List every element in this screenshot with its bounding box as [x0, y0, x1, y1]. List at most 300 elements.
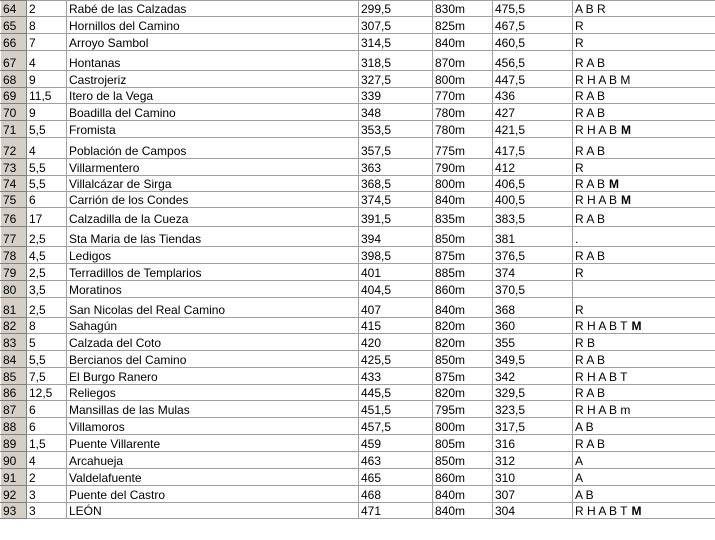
row-header-text: 79	[3, 266, 17, 280]
cell-place[interactable]	[67, 159, 359, 176]
row-header[interactable]	[1, 227, 27, 247]
cell-services[interactable]	[573, 334, 715, 351]
cell-place[interactable]	[67, 138, 359, 159]
cell-services[interactable]	[573, 469, 715, 486]
cell-day-distance[interactable]	[27, 1, 67, 17]
cell-services[interactable]	[573, 159, 715, 176]
cell-km[interactable]	[359, 318, 433, 334]
cell-place[interactable]	[67, 351, 359, 368]
cell-services-text: R A B	[575, 249, 606, 263]
cell-place[interactable]	[67, 176, 359, 192]
cell-day-distance-text: 2,5	[29, 303, 46, 317]
row-header[interactable]	[1, 418, 27, 435]
cell-altitude[interactable]	[433, 281, 493, 298]
table-row	[1, 334, 715, 351]
row-header-text: 75	[3, 193, 17, 207]
cell-km[interactable]	[359, 503, 433, 519]
cell-services[interactable]	[573, 121, 715, 138]
cell-day-distance-text: 8	[29, 19, 36, 33]
cell-km-text: 398,5	[361, 249, 392, 263]
cell-remaining[interactable]	[493, 281, 573, 298]
cell-place-text: Terradillos de Templarios	[69, 266, 202, 280]
cell-km[interactable]	[359, 401, 433, 418]
cell-place[interactable]	[67, 503, 359, 519]
cell-place-text: Bercianos del Camino	[69, 353, 187, 367]
cell-km-text: 425,5	[361, 353, 392, 367]
cell-km[interactable]	[359, 138, 433, 159]
cell-place-text: Mansillas de las Mulas	[69, 403, 190, 417]
cell-day-distance[interactable]	[27, 51, 67, 71]
cell-day-distance[interactable]	[27, 138, 67, 159]
cell-day-distance[interactable]	[27, 227, 67, 247]
cell-services[interactable]	[573, 192, 715, 208]
cell-day-distance-text: 9	[29, 106, 36, 120]
cell-place[interactable]	[67, 452, 359, 469]
cell-remaining-text: 323,5	[495, 403, 526, 417]
cell-altitude[interactable]	[433, 503, 493, 519]
cell-services[interactable]	[573, 418, 715, 435]
cell-altitude-text: 795m	[435, 403, 466, 417]
cell-place[interactable]	[67, 298, 359, 318]
cell-remaining[interactable]	[493, 104, 573, 121]
cell-km[interactable]	[359, 51, 433, 71]
cell-km[interactable]	[359, 1, 433, 17]
cell-remaining[interactable]	[493, 503, 573, 519]
service-bold-marker: M	[621, 123, 632, 137]
cell-day-distance[interactable]	[27, 88, 67, 104]
row-header[interactable]	[1, 368, 27, 385]
cell-remaining[interactable]	[493, 264, 573, 281]
cell-services-text: R	[575, 266, 584, 280]
cell-remaining[interactable]	[493, 334, 573, 351]
cell-day-distance[interactable]	[27, 208, 67, 227]
cell-altitude[interactable]	[433, 486, 493, 503]
cell-services[interactable]	[573, 264, 715, 281]
cell-km-text: 465	[361, 471, 382, 485]
cell-place[interactable]	[67, 469, 359, 486]
cell-altitude[interactable]	[433, 334, 493, 351]
cell-altitude-text: 790m	[435, 161, 466, 175]
cell-services[interactable]	[573, 34, 715, 51]
cell-services[interactable]	[573, 401, 715, 418]
row-header[interactable]	[1, 401, 27, 418]
cell-place[interactable]	[67, 51, 359, 71]
cell-place[interactable]	[67, 435, 359, 452]
row-header[interactable]	[1, 452, 27, 469]
cell-day-distance[interactable]	[27, 401, 67, 418]
cell-place[interactable]	[67, 104, 359, 121]
cell-place-text: Castrojeriz	[69, 73, 127, 87]
cell-altitude[interactable]	[433, 17, 493, 34]
cell-services-text: R	[575, 303, 584, 317]
cell-place[interactable]	[67, 368, 359, 385]
cell-km[interactable]	[359, 264, 433, 281]
cell-place[interactable]	[67, 121, 359, 138]
table-row	[1, 469, 715, 486]
table-row	[1, 71, 715, 88]
cell-services-text: R H A B T	[575, 319, 628, 333]
cell-altitude-text: 840m	[435, 36, 466, 50]
cell-km[interactable]	[359, 334, 433, 351]
cell-km[interactable]	[359, 227, 433, 247]
cell-services-text: R A B	[575, 56, 606, 70]
row-header[interactable]	[1, 159, 27, 176]
cell-services[interactable]	[573, 281, 715, 298]
cell-remaining[interactable]	[493, 247, 573, 264]
cell-day-distance[interactable]	[27, 34, 67, 51]
cell-day-distance[interactable]	[27, 435, 67, 452]
cell-day-distance-text: 1,5	[29, 437, 46, 451]
cell-km[interactable]	[359, 281, 433, 298]
cell-km[interactable]	[359, 469, 433, 486]
cell-altitude-text: 820m	[435, 319, 466, 333]
cell-services[interactable]	[573, 298, 715, 318]
cell-km[interactable]	[359, 247, 433, 264]
table-row	[1, 51, 715, 71]
cell-day-distance[interactable]	[27, 452, 67, 469]
cell-altitude[interactable]	[433, 1, 493, 17]
cell-remaining[interactable]	[493, 318, 573, 334]
cell-place[interactable]	[67, 318, 359, 334]
cell-services-text: .	[575, 232, 579, 246]
cell-place-text: El Burgo Ranero	[69, 370, 158, 384]
table-row	[1, 34, 715, 51]
cell-place[interactable]	[67, 247, 359, 264]
cell-remaining-text: 376,5	[495, 249, 526, 263]
table-row	[1, 368, 715, 385]
cell-day-distance[interactable]	[27, 104, 67, 121]
cell-remaining[interactable]	[493, 121, 573, 138]
cell-services[interactable]	[573, 247, 715, 264]
cell-km[interactable]	[359, 486, 433, 503]
cell-km[interactable]	[359, 368, 433, 385]
cell-remaining[interactable]	[493, 418, 573, 435]
row-header-text: 91	[3, 471, 17, 485]
cell-km[interactable]	[359, 17, 433, 34]
cell-altitude[interactable]	[433, 88, 493, 104]
cell-day-distance[interactable]	[27, 264, 67, 281]
cell-place-text: Población de Campos	[69, 144, 187, 158]
cell-km-text: 357,5	[361, 144, 392, 158]
row-header[interactable]	[1, 51, 27, 71]
cell-place[interactable]	[67, 418, 359, 435]
cell-day-distance[interactable]	[27, 176, 67, 192]
cell-km-text: 468	[361, 488, 382, 502]
cell-km[interactable]	[359, 104, 433, 121]
cell-remaining[interactable]	[493, 17, 573, 34]
cell-altitude[interactable]	[433, 264, 493, 281]
cell-remaining[interactable]	[493, 208, 573, 227]
cell-remaining[interactable]	[493, 159, 573, 176]
service-bold-marker: M	[631, 319, 642, 333]
cell-remaining[interactable]	[493, 51, 573, 71]
cell-place-text: Calzada del Coto	[69, 336, 162, 350]
cell-services[interactable]	[573, 1, 715, 17]
cell-km-text: 451,5	[361, 403, 392, 417]
cell-altitude[interactable]	[433, 368, 493, 385]
cell-day-distance-text: 2	[29, 471, 36, 485]
cell-place[interactable]	[67, 334, 359, 351]
cell-remaining[interactable]	[493, 138, 573, 159]
cell-altitude[interactable]	[433, 104, 493, 121]
cell-km-text: 433	[361, 370, 382, 384]
cell-services[interactable]	[573, 138, 715, 159]
row-header[interactable]	[1, 247, 27, 264]
cell-day-distance[interactable]	[27, 121, 67, 138]
cell-altitude[interactable]	[433, 298, 493, 318]
cell-remaining[interactable]	[493, 71, 573, 88]
cell-km-text: 391,5	[361, 212, 392, 226]
cell-altitude-text: 885m	[435, 266, 466, 280]
cell-place[interactable]	[67, 192, 359, 208]
cell-place-text: Sahagún	[69, 319, 118, 333]
cell-altitude[interactable]	[433, 176, 493, 192]
cell-altitude[interactable]	[433, 51, 493, 71]
cell-place-text: Ledigos	[69, 249, 112, 263]
cell-day-distance-text: 3	[29, 488, 36, 502]
cell-km[interactable]	[359, 192, 433, 208]
cell-services[interactable]	[573, 452, 715, 469]
row-header[interactable]	[1, 121, 27, 138]
cell-day-distance-text: 8	[29, 319, 36, 333]
cell-day-distance-text: 4	[29, 144, 36, 158]
cell-remaining[interactable]	[493, 368, 573, 385]
cell-km[interactable]	[359, 351, 433, 368]
cell-remaining-text: 400,5	[495, 193, 526, 207]
cell-km[interactable]	[359, 298, 433, 318]
row-header[interactable]	[1, 1, 27, 17]
cell-remaining[interactable]	[493, 298, 573, 318]
cell-altitude[interactable]	[433, 418, 493, 435]
cell-place-text: Boadilla del Camino	[69, 106, 176, 120]
cell-place[interactable]	[67, 1, 359, 17]
cell-day-distance[interactable]	[27, 368, 67, 385]
cell-altitude[interactable]	[433, 401, 493, 418]
cell-altitude[interactable]	[433, 227, 493, 247]
cell-day-distance[interactable]	[27, 503, 67, 519]
cell-remaining[interactable]	[493, 435, 573, 452]
cell-km-text: 318,5	[361, 56, 392, 70]
cell-altitude-text: 860m	[435, 471, 466, 485]
row-header[interactable]	[1, 17, 27, 34]
cell-altitude-text: 840m	[435, 303, 466, 317]
cell-altitude[interactable]	[433, 318, 493, 334]
cell-remaining-text: 412	[495, 161, 516, 175]
cell-altitude[interactable]	[433, 385, 493, 401]
cell-services[interactable]	[573, 51, 715, 71]
cell-place[interactable]	[67, 281, 359, 298]
cell-place-text: San Nicolas del Real Camino	[69, 303, 226, 317]
cell-altitude[interactable]	[433, 138, 493, 159]
row-header[interactable]	[1, 486, 27, 503]
cell-altitude-text: 800m	[435, 177, 466, 191]
cell-altitude-text: 875m	[435, 249, 466, 263]
cell-place[interactable]	[67, 385, 359, 401]
cell-remaining[interactable]	[493, 486, 573, 503]
cell-day-distance[interactable]	[27, 247, 67, 264]
table-row	[1, 192, 715, 208]
cell-place-text: Fromista	[69, 123, 116, 137]
cell-altitude-text: 850m	[435, 353, 466, 367]
cell-day-distance[interactable]	[27, 486, 67, 503]
cell-remaining[interactable]	[493, 34, 573, 51]
cell-day-distance-text: 5,5	[29, 161, 46, 175]
cell-day-distance[interactable]	[27, 418, 67, 435]
cell-km-text: 327,5	[361, 73, 392, 87]
row-header[interactable]	[1, 503, 27, 519]
row-header[interactable]	[1, 469, 27, 486]
cell-altitude[interactable]	[433, 351, 493, 368]
row-header[interactable]	[1, 71, 27, 88]
row-header[interactable]	[1, 334, 27, 351]
row-header-text: 64	[3, 2, 17, 16]
cell-services[interactable]	[573, 104, 715, 121]
row-header[interactable]	[1, 176, 27, 192]
row-header-text: 67	[3, 56, 17, 70]
cell-km[interactable]	[359, 176, 433, 192]
cell-remaining-text: 316	[495, 437, 516, 451]
cell-day-distance[interactable]	[27, 318, 67, 334]
cell-remaining[interactable]	[493, 401, 573, 418]
cell-place[interactable]	[67, 17, 359, 34]
row-header[interactable]	[1, 104, 27, 121]
row-header[interactable]	[1, 264, 27, 281]
cell-km[interactable]	[359, 34, 433, 51]
cell-day-distance[interactable]	[27, 351, 67, 368]
cell-remaining[interactable]	[493, 176, 573, 192]
row-header[interactable]	[1, 192, 27, 208]
cell-day-distance[interactable]	[27, 281, 67, 298]
cell-place[interactable]	[67, 208, 359, 227]
cell-place[interactable]	[67, 71, 359, 88]
cell-altitude[interactable]	[433, 435, 493, 452]
row-header[interactable]	[1, 318, 27, 334]
cell-place[interactable]	[67, 34, 359, 51]
cell-altitude[interactable]	[433, 452, 493, 469]
cell-km-text: 471	[361, 504, 382, 518]
cell-place[interactable]	[67, 401, 359, 418]
cell-services[interactable]	[573, 318, 715, 334]
cell-services[interactable]	[573, 17, 715, 34]
cell-altitude[interactable]	[433, 121, 493, 138]
cell-day-distance[interactable]	[27, 192, 67, 208]
cell-altitude[interactable]	[433, 247, 493, 264]
cell-altitude[interactable]	[433, 34, 493, 51]
cell-services-text: R H A B M	[575, 73, 631, 87]
cell-services[interactable]	[573, 88, 715, 104]
row-header-text: 88	[3, 420, 17, 434]
cell-km[interactable]	[359, 435, 433, 452]
row-header-text: 89	[3, 437, 17, 451]
cell-place[interactable]	[67, 227, 359, 247]
cell-remaining[interactable]	[493, 469, 573, 486]
cell-place[interactable]	[67, 264, 359, 281]
cell-place[interactable]	[67, 88, 359, 104]
cell-remaining-text: 312	[495, 454, 516, 468]
cell-services[interactable]	[573, 227, 715, 247]
cell-services[interactable]	[573, 71, 715, 88]
cell-km[interactable]	[359, 88, 433, 104]
row-header-text: 74	[3, 177, 17, 191]
cell-altitude[interactable]	[433, 159, 493, 176]
cell-services[interactable]	[573, 208, 715, 227]
table-row	[1, 503, 715, 519]
cell-km[interactable]	[359, 121, 433, 138]
service-bold-marker: M	[621, 193, 632, 207]
row-header[interactable]	[1, 88, 27, 104]
cell-altitude[interactable]	[433, 208, 493, 227]
cell-day-distance[interactable]	[27, 17, 67, 34]
cell-services-text: R A B	[575, 144, 606, 158]
row-header[interactable]	[1, 435, 27, 452]
cell-services[interactable]	[573, 486, 715, 503]
cell-remaining[interactable]	[493, 1, 573, 17]
cell-km[interactable]	[359, 159, 433, 176]
cell-altitude-text: 805m	[435, 437, 466, 451]
service-bold-marker: M	[609, 177, 620, 191]
cell-services-text: A	[575, 471, 584, 485]
cell-altitude[interactable]	[433, 192, 493, 208]
cell-km[interactable]	[359, 71, 433, 88]
row-header[interactable]	[1, 208, 27, 227]
cell-place[interactable]	[67, 486, 359, 503]
row-header[interactable]	[1, 298, 27, 318]
cell-services[interactable]	[573, 351, 715, 368]
cell-services[interactable]	[573, 176, 715, 192]
cell-remaining[interactable]	[493, 227, 573, 247]
cell-remaining[interactable]	[493, 452, 573, 469]
cell-services[interactable]	[573, 368, 715, 385]
cell-km[interactable]	[359, 418, 433, 435]
cell-day-distance[interactable]	[27, 159, 67, 176]
cell-day-distance[interactable]	[27, 334, 67, 351]
cell-services[interactable]	[573, 385, 715, 401]
row-header[interactable]	[1, 138, 27, 159]
cell-remaining[interactable]	[493, 385, 573, 401]
row-header[interactable]	[1, 34, 27, 51]
cell-km[interactable]	[359, 452, 433, 469]
cell-place-text: Calzadilla de la Cueza	[69, 212, 189, 226]
cell-altitude[interactable]	[433, 71, 493, 88]
cell-day-distance[interactable]	[27, 385, 67, 401]
row-header[interactable]	[1, 385, 27, 401]
table-row	[1, 104, 715, 121]
cell-remaining-text: 427	[495, 106, 516, 120]
cell-services[interactable]	[573, 503, 715, 519]
cell-day-distance[interactable]	[27, 71, 67, 88]
table-row	[1, 418, 715, 435]
cell-altitude-text: 840m	[435, 193, 466, 207]
row-header[interactable]	[1, 281, 27, 298]
cell-km[interactable]	[359, 208, 433, 227]
table-row	[1, 247, 715, 264]
cell-altitude-text: 875m	[435, 370, 466, 384]
cell-remaining[interactable]	[493, 88, 573, 104]
cell-km-text: 368,5	[361, 177, 392, 191]
cell-km[interactable]	[359, 385, 433, 401]
cell-km-text: 299,5	[361, 2, 392, 16]
row-header[interactable]	[1, 351, 27, 368]
cell-day-distance[interactable]	[27, 298, 67, 318]
cell-altitude-text: 780m	[435, 123, 466, 137]
cell-altitude[interactable]	[433, 469, 493, 486]
cell-day-distance-text: 6	[29, 420, 36, 434]
cell-services[interactable]	[573, 435, 715, 452]
cell-remaining[interactable]	[493, 192, 573, 208]
cell-remaining[interactable]	[493, 351, 573, 368]
cell-day-distance[interactable]	[27, 469, 67, 486]
cell-place-text: Moratinos	[69, 283, 122, 297]
